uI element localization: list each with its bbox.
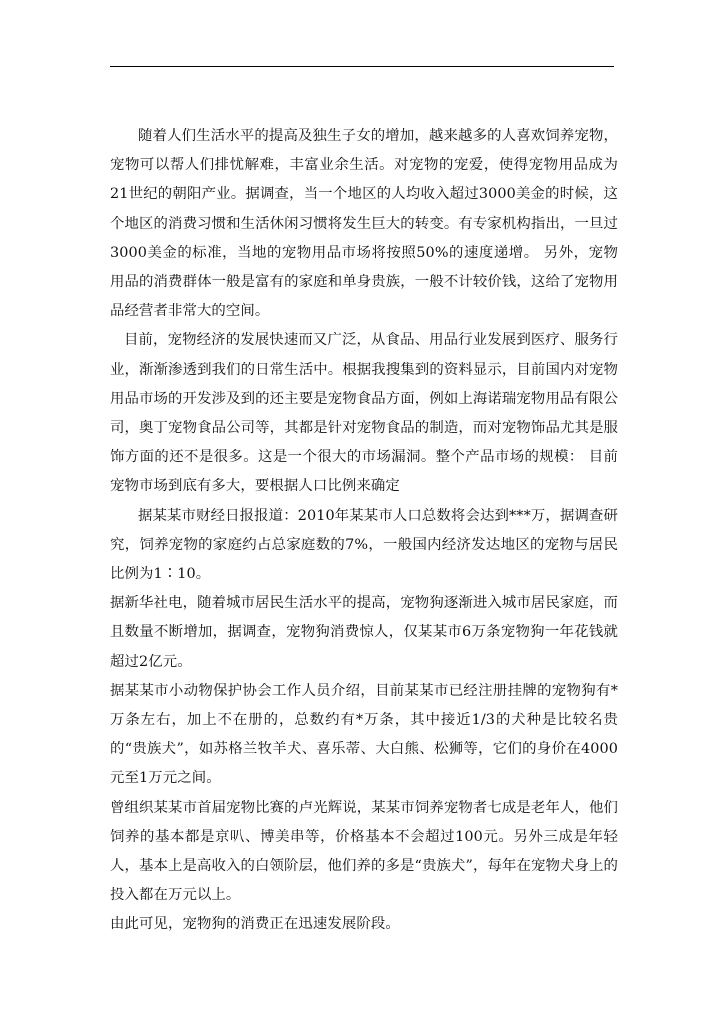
- paragraph-pet-economy-market: 目前，宠物经济的发展快速而又广泛，从食品、用品行业发展到医疗、服务行业，渐渐渗透到我们的日常生活中。根据我搜集到的资料显示，目前国内对宠物用品市场的开发涉及到的还主要是宠物食品方面，例如上海诺瑞宠物用品有限公司，奥丁宠物食品公司等，其都是针对宠物食品的制造，而对宠物饰品尤其是服饰方面的还不是很多。这是一个很大的市场漏洞。整个产品市场的规模： 目前宠物市场到底有多大，要根据人口比例来确定: [110, 332, 618, 495]
- paragraph-animal-protection-association: 据某某市小动物保护协会工作人员介绍，目前某某市已经注册挂牌的宠物狗有*万条左右，加上不在册的，总数约有*万条，其中接近1/3的犬种是比较名贵的“贵族犬”，如苏格兰牧羊犬、喜乐蒂、大白熊、松狮等，它们的身价在4000元至1万元之间。: [110, 682, 618, 787]
- paragraph-population-statistics: 据某某市财经日报报道：2010年某某市人口总数将会达到***万，据调查研究，饲养宠物的家庭约占总家庭数的7%，一般国内经济发达地区的宠物与居民比例为1∶10。: [110, 507, 618, 583]
- paragraph-xinhua-report: 据新华社电，随着城市居民生活水平的提高，宠物狗逐渐进入城市居民家庭，而且数量不断增加，据调查，宠物狗消费惊人，仅某某市6万条宠物狗一年花钱就超过2亿元。: [110, 595, 618, 670]
- paragraph-pet-competition: 曾组织某某市首届宠物比赛的卢光辉说，某某市饲养宠物者七成是老年人，他们饲养的基本都是京叭、博美串等，价格基本不会超过100元。另外三成是年轻人，基本上是高收入的白领阶层，他们养的多是“贵族犬”，每年在宠物犬身上的投入都在万元以上。: [110, 799, 618, 904]
- header-rule: [110, 66, 614, 67]
- paragraph-pet-industry-intro: 随着人们生活水平的提高及独生子女的增加，越来越多的人喜欢饲养宠物，宠物可以帮人们排忧解难，丰富业余生活。对宠物的宠爱，使得宠物用品成为21世纪的朝阳产业。据调查，当一个地区的人均收入超过3000美金的时候，这个地区的消费习惯和生活休闲习惯将发生巨大的转变。有专家机构指出，一旦过3000美金的标准，当地的宠物用品市场将按照50%的速度递增。 另外，宠物用品的消费群体一般是富有的家庭和单身贵族，一般不计较价钱，这给了宠物用品经营者非常大的空间。: [110, 128, 618, 320]
- paragraph-conclusion: 由此可见，宠物狗的消费正在迅速发展阶段。: [110, 916, 400, 933]
- document-body: [110, 122, 618, 940]
